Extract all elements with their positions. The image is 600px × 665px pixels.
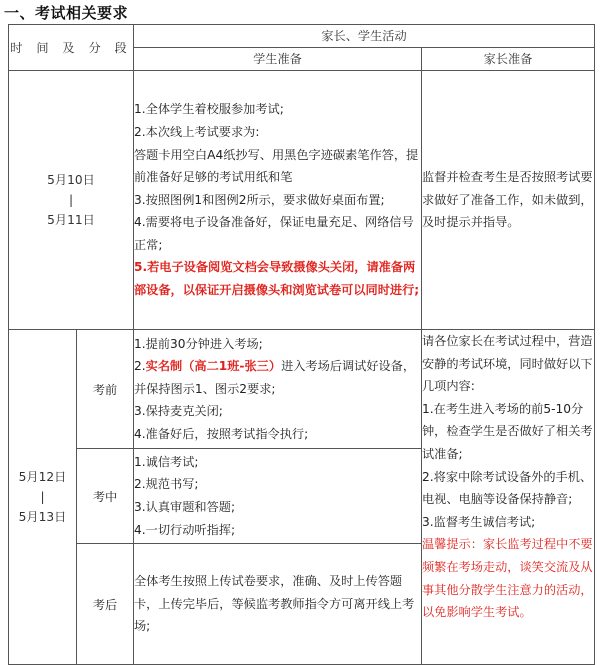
post-text: 全体考生按照上传试卷要求，准确、及时上传答题卡，上传完毕后，等候监考教师指令方可离开线上考场; (134, 574, 415, 634)
during-item: 4.一切行动听指挥; (134, 522, 236, 537)
date-end: 5月11日 (47, 213, 95, 227)
student-prep-during (134, 449, 422, 544)
student-item: 3.按照图例1和图例2所示，要求做好桌面布置; (134, 192, 385, 207)
parent-tip: 温馨提示：家长监考过程中不要频繁在考场走动，谈笑交流及从事其他分散学生注意力的活动，以免影响学生考试。 (422, 537, 593, 620)
student-warning: 5.若电子设备阅览文档会导致摄像头关闭，请准备两部设备，以保证开启摄像头和浏览试卷可以同时进行; (134, 260, 420, 298)
date-start: 5月12日 (18, 470, 67, 484)
student-prep-pre (134, 330, 422, 449)
phase-label-pre: 考前 (77, 330, 134, 449)
student-item-detail: 答题卡用空白A4纸抄写、用黑色字迹碳素笔作答，提前准备好足够的考试用纸和笔 (134, 147, 419, 185)
student-item: 1.全体学生着校服参加考试; (134, 102, 284, 117)
date-cell-may10-11 (9, 71, 134, 330)
exam-requirements-table (8, 24, 595, 665)
date-separator: | (40, 490, 45, 504)
row-pre-exam (9, 330, 595, 449)
during-item: 1.诚信考试; (134, 454, 199, 469)
student-item: 4.需要将电子设备准备好，保证电量充足、网络信号正常; (134, 215, 414, 252)
pre-item: 4.准备好后，按照考试指令执行; (134, 426, 309, 441)
pre-item2-prefix: 2. (134, 359, 146, 374)
pre-item-real-name (134, 355, 421, 400)
parent-text: 监督并检查考生是否按照考试要求做好了准备工作，如未做到，及时提示并指导。 (422, 170, 593, 230)
header-student-prep: 学生准备 (134, 48, 422, 71)
parent-item: 1.在考生进入考场的前5-10分钟，检查学生是否做好了相关考试准备; (422, 401, 593, 461)
parent-prep-cell-2 (422, 330, 595, 665)
pre-item: 1.提前30分钟进入考场; (134, 336, 263, 351)
header-parent-prep: 家长准备 (422, 48, 595, 71)
phase-label-during: 考中 (77, 449, 134, 544)
pre-item2-rest: 进入考场后调试好设备，并保持图示1、图示2要求; (134, 359, 416, 396)
during-item: 2.规范书写; (134, 477, 199, 492)
student-prep-post (134, 544, 422, 665)
section-title: 一、考试相关要求 (4, 4, 129, 22)
real-name-example: 实名制（高二1班-张三） (145, 359, 282, 374)
parent-item: 2.将家中除考试设备外的手机、电视、电脑等设备保持静音; (422, 469, 593, 507)
header-activities: 家长、学生活动 (134, 25, 595, 48)
parent-item: 3.监督考生诚信考试; (422, 514, 536, 529)
parent-prep-cell-1 (422, 71, 595, 330)
date-end: 5月13日 (18, 510, 67, 524)
date-cell-may12-13 (9, 330, 77, 665)
date-separator: | (68, 193, 74, 207)
header-row-1 (9, 25, 595, 48)
during-item: 3.认真审题和答题; (134, 500, 236, 514)
row-may10-11 (9, 71, 595, 330)
parent-intro: 请各位家长在考试过程中，营造安静的考试环境，同时做好以下几项内容: (422, 334, 593, 394)
student-prep-cell-1 (134, 71, 422, 330)
pre-item: 3.保持麦克关闭; (134, 404, 223, 419)
student-item: 2.本次线上考试要求为: (134, 124, 260, 139)
phase-label-post: 考后 (77, 544, 134, 665)
header-time-segment: 时 间 及 分 段 (9, 25, 134, 71)
date-start: 5月10日 (47, 173, 95, 187)
